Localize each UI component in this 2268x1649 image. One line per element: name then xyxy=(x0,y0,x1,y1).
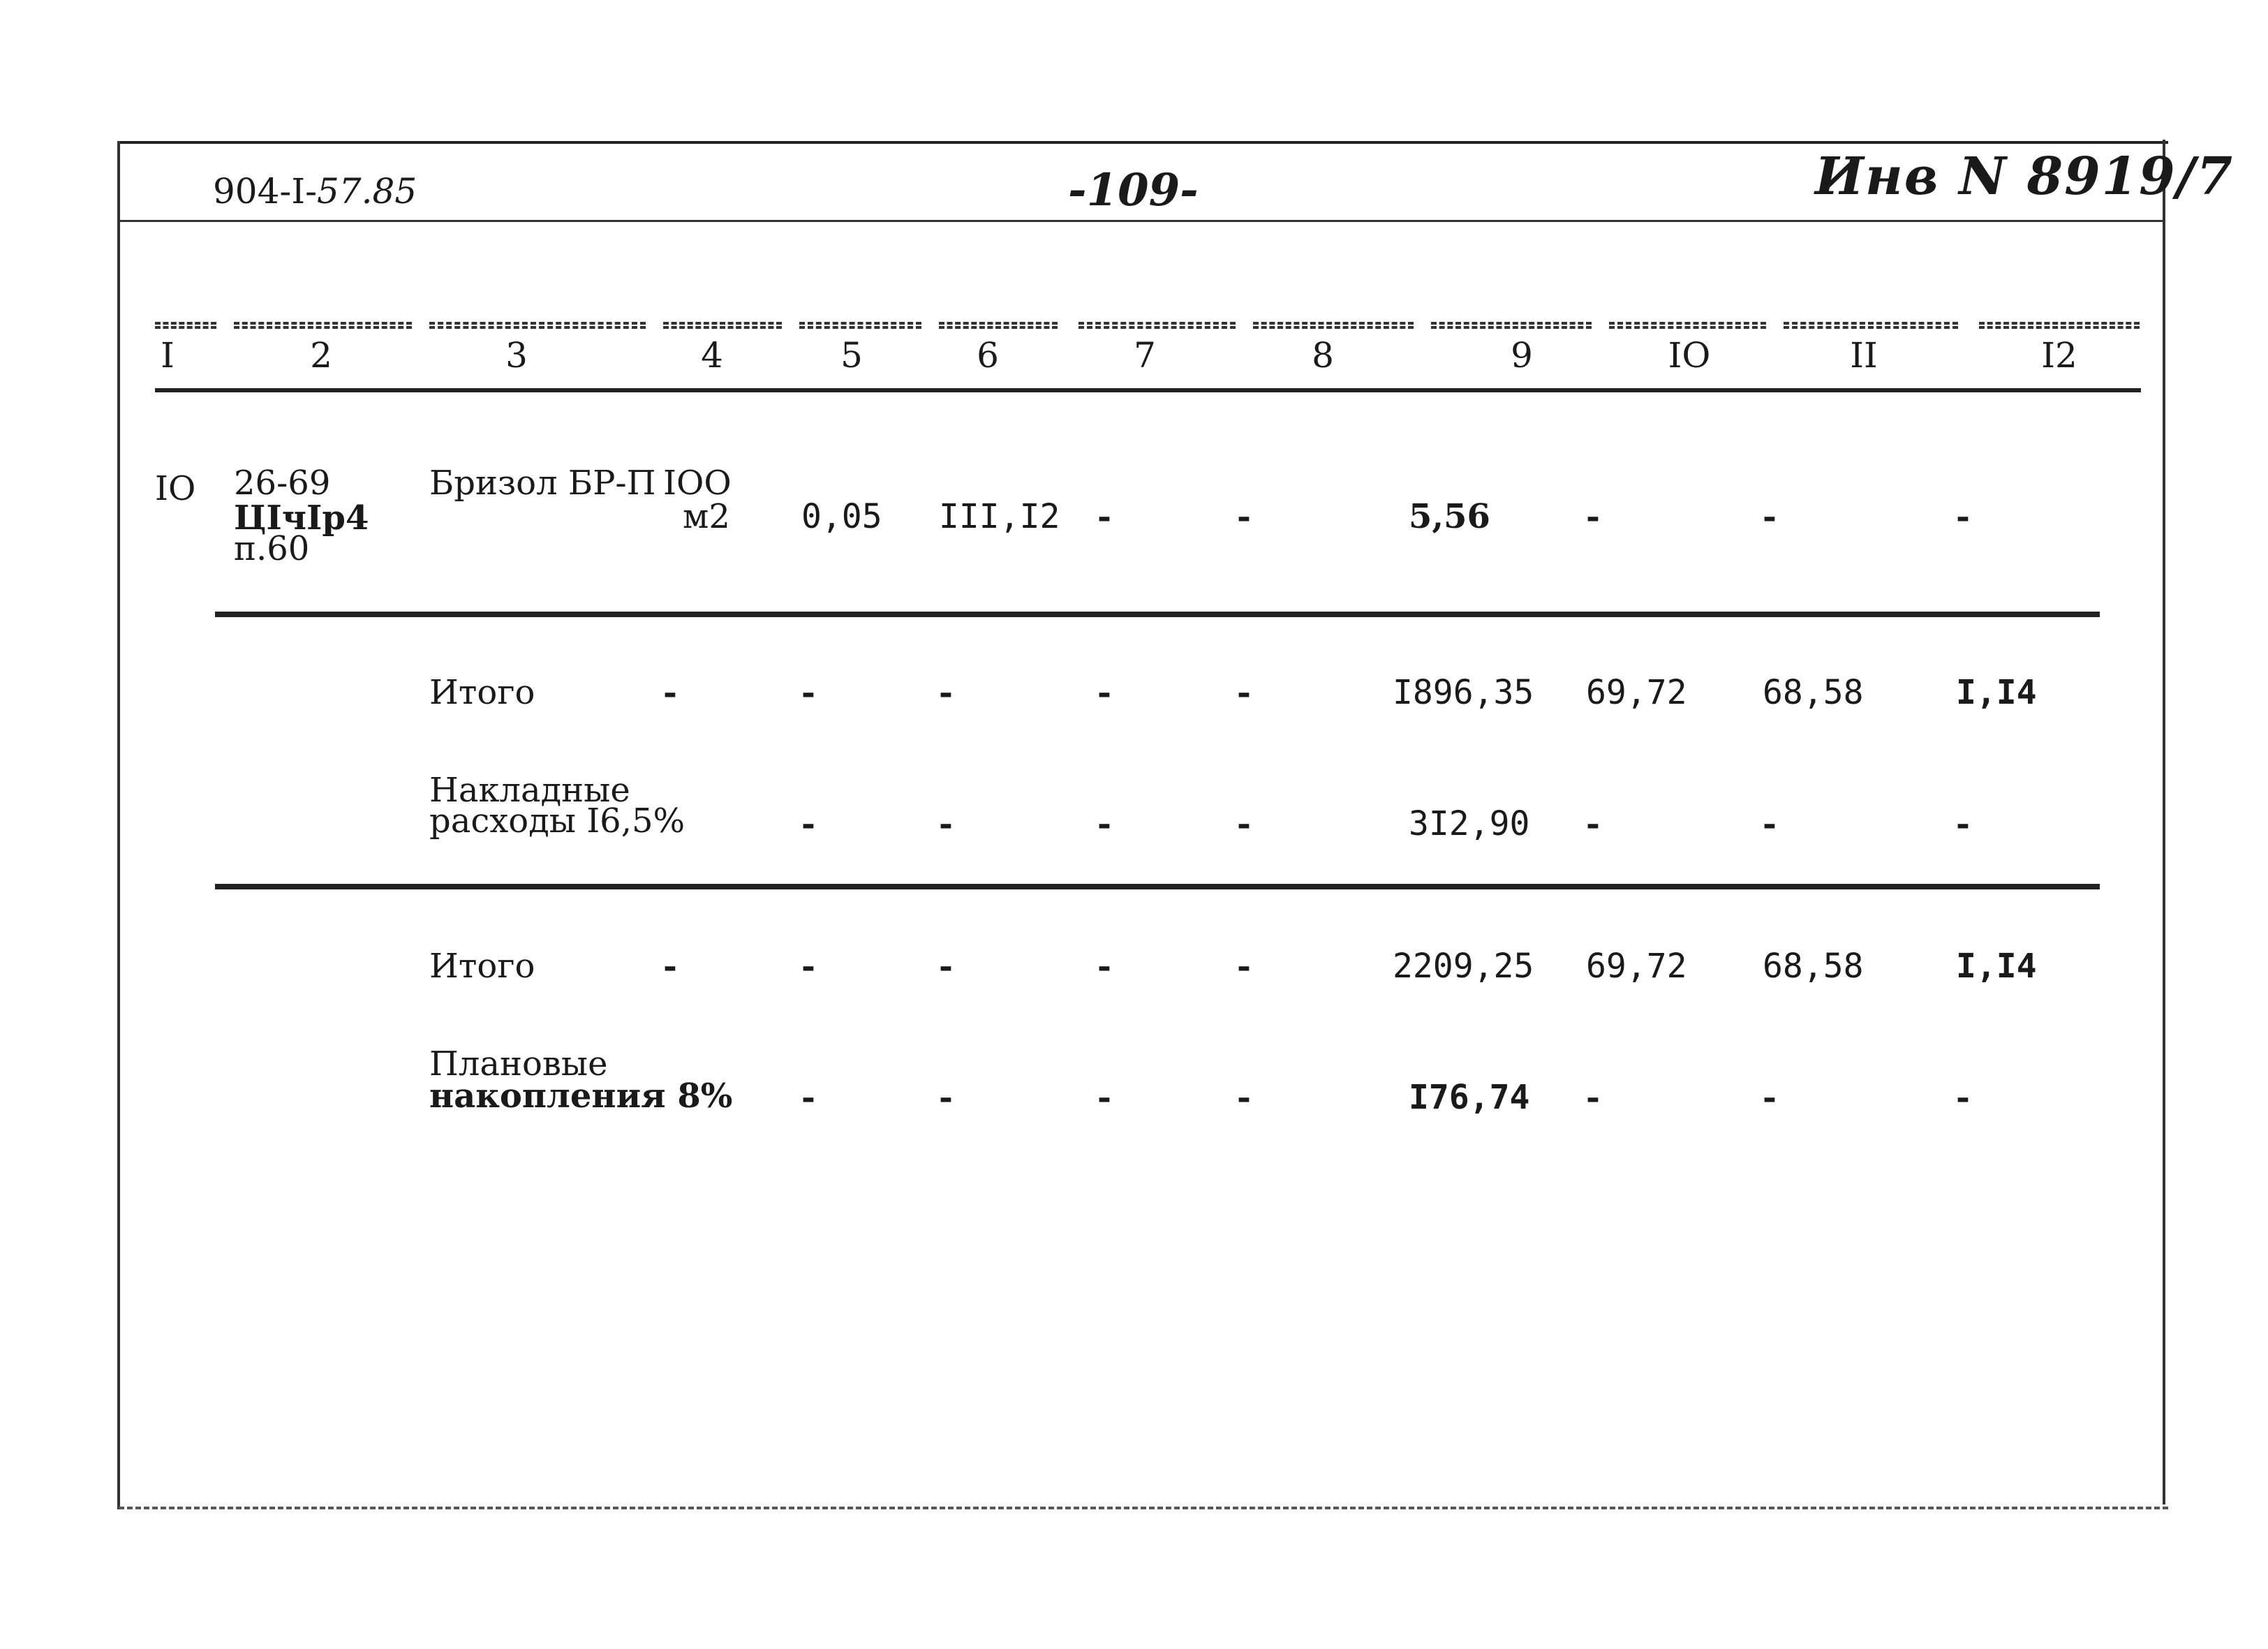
cell-col12: - xyxy=(1956,497,1970,536)
summary-label: Итого xyxy=(429,673,535,712)
code-line-1: 26-69 xyxy=(234,464,331,503)
cell-col8: - xyxy=(1237,497,1251,536)
header-rule xyxy=(120,220,2163,222)
page-number: -109- xyxy=(1068,164,1199,216)
summary-col6: - xyxy=(939,947,953,986)
column-number-1: I xyxy=(161,335,175,376)
summary-label: Плановые xyxy=(429,1044,608,1084)
column-number-7: 7 xyxy=(1134,335,1156,376)
dash-rule xyxy=(799,322,921,329)
summary-col10: 69,72 xyxy=(1586,947,1687,986)
summary-label-line-2: расходы I6,5% xyxy=(429,801,685,841)
summary-col4: - xyxy=(663,673,677,712)
summary-col11: - xyxy=(1763,804,1777,843)
summary-col10: 69,72 xyxy=(1586,673,1687,712)
dash-rule xyxy=(1431,322,1592,329)
column-number-2: 2 xyxy=(310,335,332,376)
unit-line-2: м2 xyxy=(683,497,730,536)
summary-col7: - xyxy=(1097,804,1111,843)
cell-col6: III,I2 xyxy=(939,497,1060,536)
dash-rule xyxy=(1784,322,1958,329)
summary-col8: - xyxy=(1237,673,1251,712)
section-separator xyxy=(215,612,2100,617)
summary-col8: - xyxy=(1237,947,1251,986)
dash-rule xyxy=(1253,322,1414,329)
summary-label: Накладные xyxy=(429,771,630,810)
dash-rule xyxy=(1979,322,2140,329)
frame-left-border xyxy=(117,141,120,1509)
document-code-handwritten: 57.85 xyxy=(316,171,417,212)
dash-rule xyxy=(1609,322,1766,329)
cell-col10: - xyxy=(1586,497,1600,536)
summary-col9: 2209,25 xyxy=(1393,947,1534,986)
summary-col9: I896,35 xyxy=(1393,673,1534,712)
summary-col5: - xyxy=(801,804,815,843)
frame-top-border xyxy=(119,141,2168,144)
document-code xyxy=(213,171,417,212)
cell-col9: 5,56 xyxy=(1409,497,1490,536)
column-number-9: 9 xyxy=(1511,335,1533,376)
summary-col5: - xyxy=(801,1078,815,1117)
summary-col6: - xyxy=(939,804,953,843)
column-number-6: 6 xyxy=(977,335,999,376)
summary-col8: - xyxy=(1237,1078,1251,1117)
summary-col6: - xyxy=(939,1078,953,1117)
summary-col9: 3I2,90 xyxy=(1409,804,1530,843)
summary-col10: - xyxy=(1586,1078,1600,1117)
column-number-11: II xyxy=(1850,335,1878,376)
summary-col11: 68,58 xyxy=(1763,673,1864,712)
summary-col7: - xyxy=(1097,947,1111,986)
dash-rule xyxy=(663,322,782,329)
cell-col11: - xyxy=(1763,497,1777,536)
code-line-3: п.60 xyxy=(234,529,310,568)
summary-col7: - xyxy=(1097,1078,1111,1117)
column-number-8: 8 xyxy=(1312,335,1334,376)
summary-col12: - xyxy=(1956,1078,1970,1117)
column-number-10: IO xyxy=(1668,335,1711,376)
frame-right-border xyxy=(2163,140,2165,1504)
summary-label: Итого xyxy=(429,947,535,986)
document-code-prefix: 904-I- xyxy=(213,171,317,212)
summary-col9: I76,74 xyxy=(1409,1078,1530,1117)
column-number-4: 4 xyxy=(701,335,723,376)
summary-col11: 68,58 xyxy=(1763,947,1864,986)
summary-col10: - xyxy=(1586,804,1600,843)
dash-rule xyxy=(1079,322,1236,329)
dash-rule xyxy=(234,322,412,329)
cell-col7: - xyxy=(1097,497,1111,536)
summary-col12: I,I4 xyxy=(1956,673,2037,712)
summary-col11: - xyxy=(1763,1078,1777,1117)
column-header-rule xyxy=(155,388,2141,392)
column-number-3: 3 xyxy=(505,335,528,376)
column-number-5: 5 xyxy=(840,335,863,376)
dash-rule xyxy=(429,322,646,329)
code-line-2: ЦIчIр4 xyxy=(234,498,369,538)
summary-col7: - xyxy=(1097,673,1111,712)
frame-bottom-border xyxy=(119,1507,2168,1509)
summary-label-line-2: накопления 8% xyxy=(429,1077,733,1116)
summary-col6: - xyxy=(939,673,953,712)
row-number: IO xyxy=(155,469,196,508)
dash-rule xyxy=(155,322,216,329)
cell-col5: 0,05 xyxy=(801,497,882,536)
summary-col12: - xyxy=(1956,804,1970,843)
unit-line-1: IOO xyxy=(663,464,732,503)
section-separator xyxy=(215,884,2100,889)
summary-col5: - xyxy=(801,673,815,712)
summary-col12: I,I4 xyxy=(1956,947,2037,986)
dash-rule xyxy=(939,322,1058,329)
column-number-12: I2 xyxy=(2041,335,2077,376)
item-name: Бризол БР-П xyxy=(429,464,656,503)
summary-col4: - xyxy=(663,947,677,986)
summary-col5: - xyxy=(801,947,815,986)
summary-col8: - xyxy=(1237,804,1251,843)
inventory-number: Инв N 8919/7 xyxy=(1815,147,2234,207)
